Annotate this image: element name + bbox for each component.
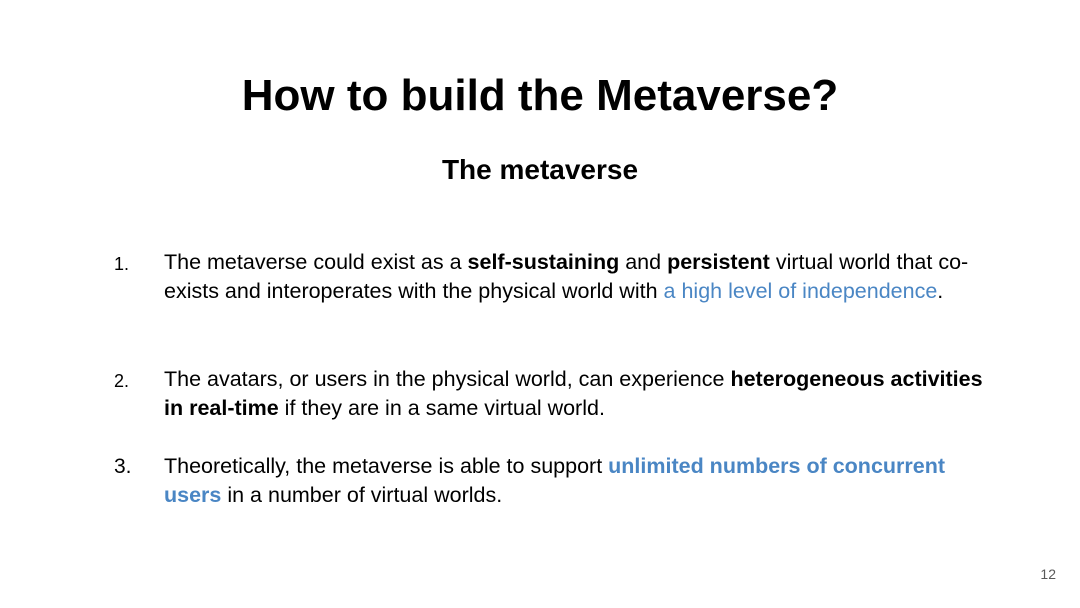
list-item-text — [164, 248, 994, 305]
emphasis-text: persistent — [667, 250, 770, 274]
list-item-text — [164, 365, 994, 422]
highlight-text: a high level of independence — [663, 278, 938, 303]
list-item-number: 2. — [114, 371, 130, 391]
text-segment: Theoretically, the metaverse is able to support — [164, 454, 609, 478]
text-segment: if they are in a same virtual world. — [278, 395, 605, 420]
text-segment: . — [937, 278, 944, 303]
highlight-text: unlimited numbers of concurrent users — [164, 454, 946, 507]
list-item-number: 3. — [114, 455, 132, 478]
page-number: 12 — [1040, 566, 1056, 582]
emphasis-text: heterogeneous activities in real-time — [164, 367, 983, 420]
text-segment: virtual world that co-exists and interoperates with the physical world with — [164, 250, 969, 303]
list-item-number: 1. — [114, 254, 130, 274]
text-segment: The metaverse could exist as a — [164, 250, 468, 274]
slide-title: How to build the Metaverse? — [241, 71, 839, 120]
text-segment: The avatars, or users in the physical world, can experience — [164, 367, 731, 391]
text-segment: in a number of virtual worlds. — [221, 482, 503, 507]
text-segment: and — [619, 250, 668, 274]
list-item-text — [164, 452, 994, 509]
slide-subtitle: The metaverse — [441, 154, 639, 185]
emphasis-text: self-sustaining — [467, 250, 620, 274]
